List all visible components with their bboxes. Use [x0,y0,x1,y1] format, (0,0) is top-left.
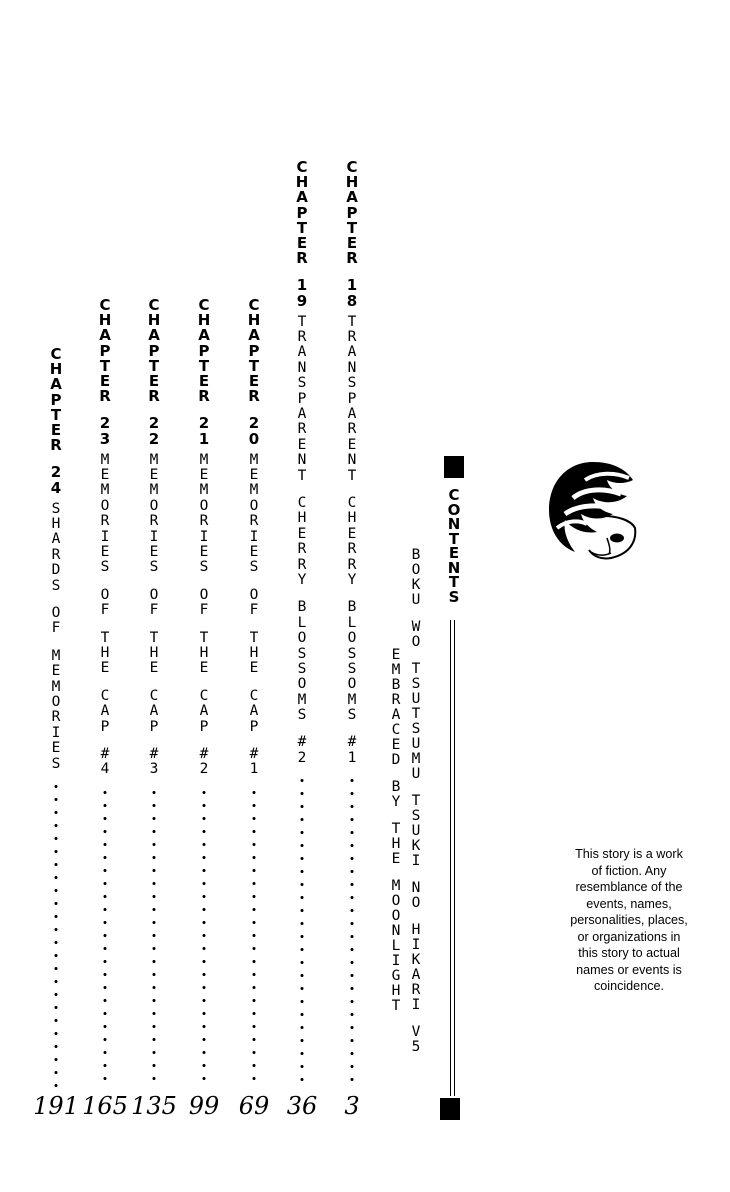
dot-leader [54,780,58,1088]
chapter-number: C H A P T E R 2 2 [147,296,161,448]
disclaimer-line: This story is a work [575,847,683,861]
chapter-title: T R A N S P A R E N T C H E R R Y B L O S S O M S # 1 [347,313,357,766]
dot-leader [202,786,206,1088]
dot-leader [350,774,354,1088]
disclaimer-line: this story to actual [578,946,680,960]
page-number: 3 [344,1092,360,1120]
page-number: 165 [82,1092,128,1120]
disclaimer-line: names or events is [576,962,682,977]
book-subtitle-text: E M B R A C E D B Y T H E M O O N L I G H T [391,647,401,1014]
chapter-number: C H A P T E R 2 4 [49,345,63,497]
dot-leader [152,786,156,1088]
disclaimer-line: events, names, [586,896,672,911]
chapter-number: C H A P T E R 2 0 [247,296,261,448]
chapter-entry [91,298,119,1088]
bottom-square-marker [440,1098,460,1120]
chapter-title: M E M O R I E S O F T H E C A P # 3 [149,451,159,778]
chapter-number: C H A P T E R 1 9 [295,158,309,310]
dot-leader [300,774,304,1088]
book-title-text: B O K U W O T S U T S U M U T S U K I N O H I K A R I V 5 [411,547,421,1055]
book-subtitle [382,648,410,1014]
page-number: 36 [286,1092,318,1120]
fiction-disclaimer [553,846,705,995]
page-number: 99 [188,1092,220,1120]
disclaimer-line: coincidence. [593,979,664,993]
chapter-title: S H A R D S O F M E M O R I E S [51,500,61,772]
contents-heading [440,488,468,604]
chapter-entry [338,160,366,1088]
chapter-number: C H A P T E R 2 3 [98,296,112,448]
chapter-title: T R A N S P A R E N T C H E R R Y B L O S S O M S # 2 [297,313,307,766]
chapter-entry [190,298,218,1088]
moon-face-logo-icon [545,458,641,562]
page-number: 69 [238,1092,270,1120]
chapter-entry [240,298,268,1088]
page-number: 191 [33,1092,79,1120]
disclaimer-line: of fiction. Any [591,863,667,878]
chapter-entry [42,347,70,1088]
chapter-title: M E M O R I E S O F T H E C A P # 2 [199,451,209,778]
dot-leader [252,786,256,1088]
disclaimer-line: resemblance of the [575,880,683,894]
chapter-title: M E M O R I E S O F T H E C A P # 1 [249,451,259,778]
page-number: 135 [131,1092,177,1120]
top-square-marker [444,456,464,478]
chapter-entry [140,298,168,1088]
disclaimer-line: personalities, places, [570,913,688,927]
chapter-number: C H A P T E R 2 1 [197,296,211,448]
contents-double-rule [450,620,455,1096]
dot-leader [103,786,107,1088]
chapter-entry [288,160,316,1088]
chapter-number: C H A P T E R 1 8 [345,158,359,310]
disclaimer-line: or organizations in [577,929,681,944]
chapter-title: M E M O R I E S O F T H E C A P # 4 [100,451,110,778]
contents-label: C O N T E N T S [447,486,461,606]
